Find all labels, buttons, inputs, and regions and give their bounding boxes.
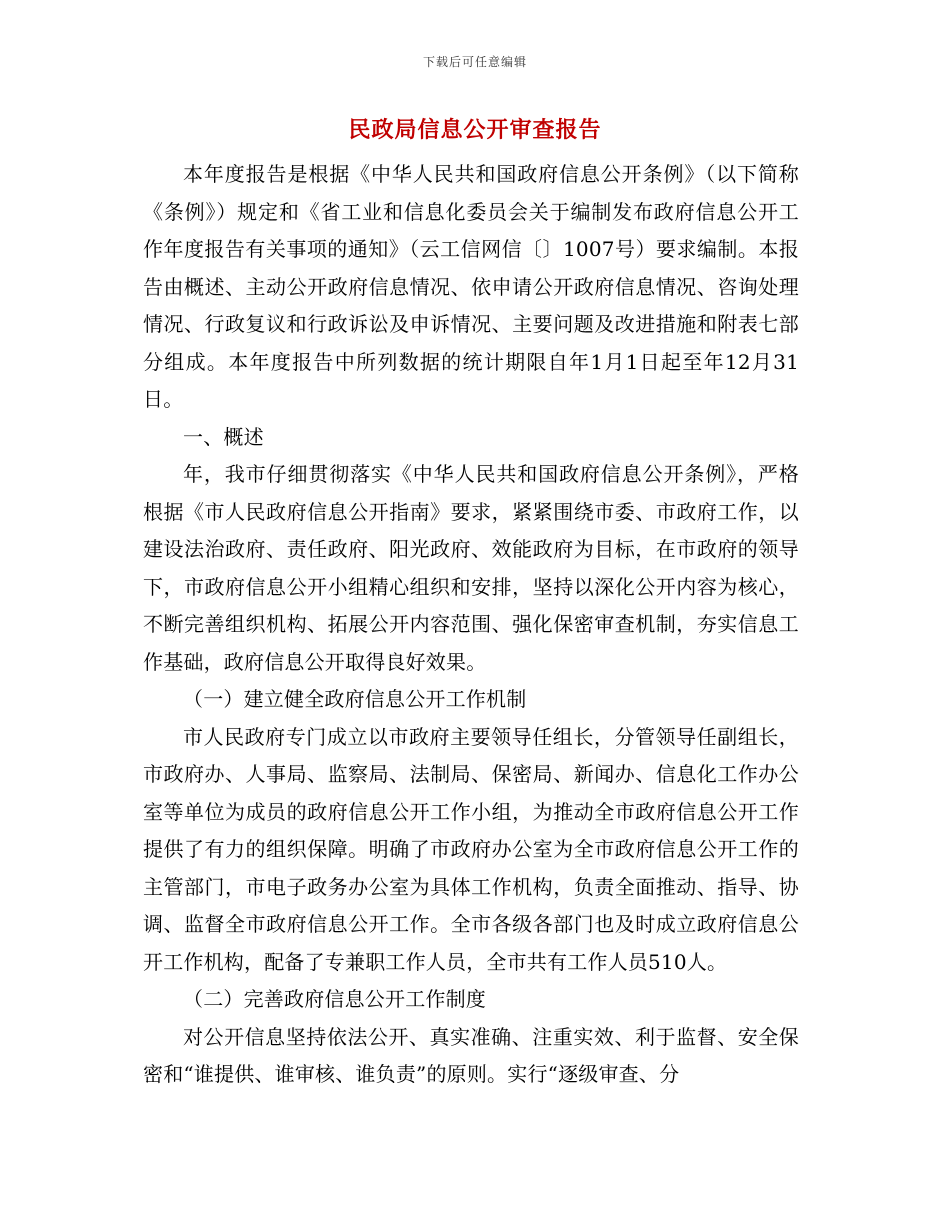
subsection-heading-system: （二）完善政府信息公开工作制度 — [183, 987, 486, 1011]
header-note: 下载后可任意编辑 — [422, 55, 527, 69]
subsection-heading-mechanism: （一）建立健全政府信息公开工作机制 — [183, 687, 527, 711]
paragraph-mechanism: 市人民政府专门成立以市政府主要领导任组长，分管领导任副组长，市政府办、人事局、监察局、法制局、保密局、新闻办、信息化工作办公室等单位为成员的政府信息公开工作小组，为推动全市政府信息公开工作提供了有力的组织保障。明确了市政府办公室为全市政府信息公开工作的主管部门，市电子政务办公室为具体工作机构，负责全面推动、指导、协调、监督全市政府信息公开工作。全市各级各部门也及时成立政府信息公开工作机构，配备了专兼职工作人员，全市共有工作人员510人。 — [143, 724, 799, 974]
paragraph-overview: 年，我市仔细贯彻落实《中华人民共和国政府信息公开条例》，严格根据《市人民政府信息公开指南》要求，紧紧围绕市委、市政府工作，以建设法治政府、责任政府、阳光政府、效能政府为目标，在市政府的领导下，市政府信息公开小组精心组织和安排，坚持以深化公开内容为核心，不断完善组织机构、拓展公开内容范围、强化保密审查机制，夯实信息工作基础，政府信息公开取得良好效果。 — [143, 462, 799, 674]
document-title: 民政局信息公开审查报告 — [348, 117, 602, 143]
document-body — [143, 156, 799, 1094]
section-heading-overview: 一、概述 — [183, 424, 264, 449]
paragraph-system: 对公开信息坚持依法公开、真实准确、注重实效、利于监督、安全保密和“谁提供、谁审核、谁负责”的原则。实行“逐级审查、分 — [143, 1024, 799, 1086]
paragraph-intro: 本年度报告是根据《中华人民共和国政府信息公开条例》（以下简称《条例》）规定和《省工业和信息化委员会关于编制发布政府信息公开工作年度报告有关事项的通知》（云工信网信〔〕1007号）要求编制。本报告由概述、主动公开政府信息情况、依申请公开政府信息情况、咨询处理情况、行政复议和行政诉讼及申诉情况、主要问题及改进措施和附表七部分组成。本年度报告中所列数据的统计期限自年1月1日起至年12月31日。 — [143, 162, 799, 411]
